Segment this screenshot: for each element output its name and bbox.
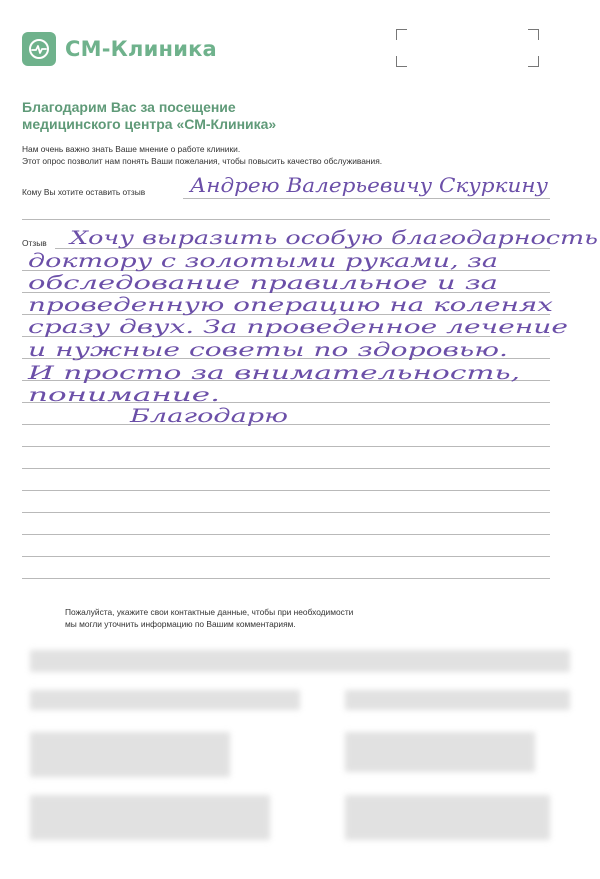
review-line	[22, 270, 550, 271]
corner-mark-bottom-left	[396, 56, 407, 67]
intro-text	[22, 143, 382, 167]
page-heading	[22, 99, 276, 133]
contact-line-2: мы могли уточнить информацию по Вашим комментариям.	[65, 619, 296, 629]
review-line	[22, 424, 550, 425]
review-line	[22, 358, 550, 359]
heart-pulse-icon	[22, 32, 56, 66]
recipient-line	[183, 198, 550, 199]
review-line	[22, 292, 550, 293]
review-line	[22, 314, 550, 315]
review-handwritten-line: сразу двух. За проведенное лечение	[28, 316, 568, 338]
corner-mark-top-right	[528, 29, 539, 40]
review-line	[22, 534, 550, 535]
review-label: Отзыв	[22, 238, 47, 248]
heading-line-2: медицинского центра «СМ-Клиника»	[22, 116, 277, 132]
recipient-handwritten: Андрею Валерьевичу Скуркину	[187, 173, 549, 197]
review-handwritten-line: обследование правильное и за	[28, 272, 498, 294]
review-handwritten-line: И просто за внимательность,	[26, 362, 521, 384]
redacted-block	[345, 690, 570, 710]
review-line	[22, 380, 550, 381]
redacted-block	[30, 795, 270, 840]
review-handwritten-line: понимание.	[28, 384, 220, 406]
review-handwritten-signoff: Благодарю	[128, 405, 288, 427]
review-line	[22, 468, 550, 469]
review-handwritten-line: и нужные советы по здоровью.	[28, 339, 508, 361]
review-line	[22, 578, 550, 579]
redacted-block	[345, 732, 535, 772]
redacted-block	[30, 690, 300, 710]
recipient-line-2	[22, 219, 550, 220]
heading-line-1: Благодарим Вас за посещение	[22, 99, 236, 115]
contact-request	[65, 606, 353, 630]
review-handwritten-line: проведенную операцию на коленях	[28, 294, 554, 316]
corner-mark-bottom-right	[528, 56, 539, 67]
redacted-block	[30, 650, 570, 672]
recipient-label: Кому Вы хотите оставить отзыв	[22, 187, 146, 197]
intro-line-2: Этот опрос позволит нам понять Ваши пожелания, чтобы повысить качество обслуживания.	[22, 156, 383, 166]
review-line	[22, 446, 550, 447]
intro-line-1: Нам очень важно знать Ваше мнение о работе клиники.	[22, 144, 241, 154]
review-line	[22, 490, 550, 491]
review-line	[55, 248, 550, 249]
review-handwritten-line: доктору с золотыми руками, за	[28, 250, 498, 272]
review-handwritten-line: Хочу выразить особую благодарность	[67, 227, 599, 249]
review-line	[22, 556, 550, 557]
redacted-block	[30, 732, 230, 777]
redacted-block	[345, 795, 550, 840]
review-line	[22, 512, 550, 513]
review-line	[22, 336, 550, 337]
corner-mark-top-left	[396, 29, 407, 40]
brand-name: СМ-Клиника	[65, 37, 217, 61]
contact-line-1: Пожалуйста, укажите свои контактные данные, чтобы при необходимости	[65, 607, 354, 617]
clinic-logo	[22, 33, 217, 65]
review-line	[22, 402, 550, 403]
